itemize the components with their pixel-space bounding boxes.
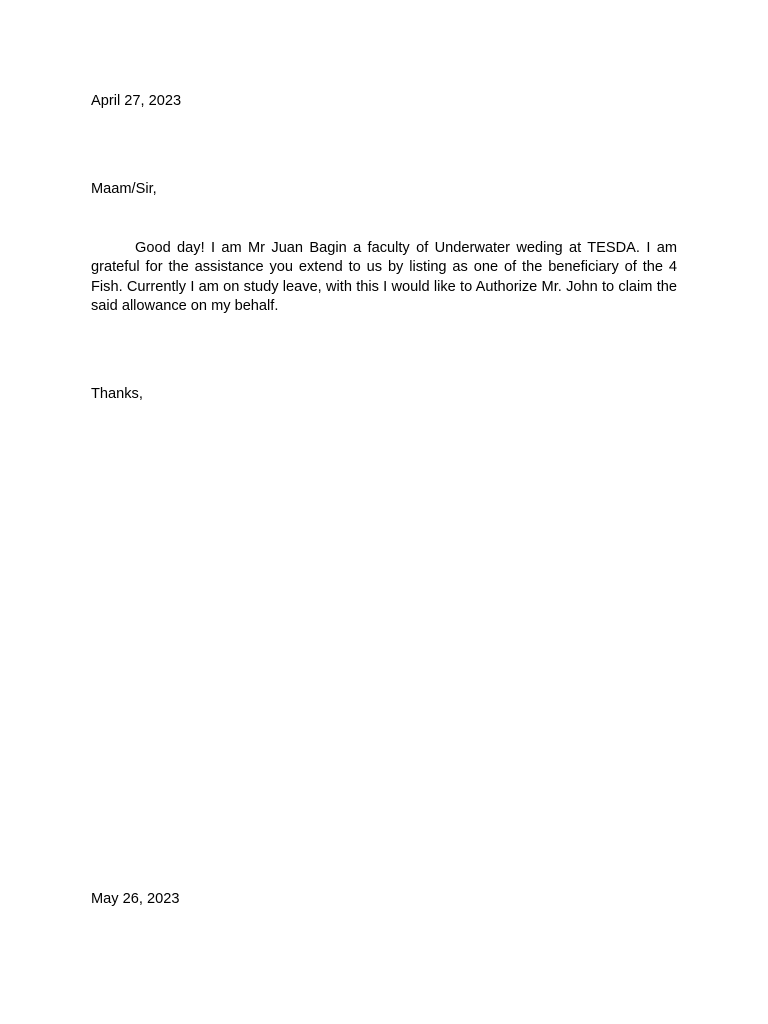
letter-salutation: Maam/Sir, <box>91 181 157 197</box>
letter-body: Good day! I am Mr Juan Bagin a faculty of Underwater weding at TESDA. I am grateful for the assistance you extend to us by listing as one of the beneficiary of the 4 Fish. Currently I am on study leave, with this I would like to Authorize Mr. John to claim the said allowance on my behalf. <box>91 240 677 315</box>
letter-closing: Thanks, <box>91 386 143 402</box>
letter-date: April 27, 2023 <box>91 93 182 109</box>
signature-date: May 26, 2023 <box>91 891 180 907</box>
